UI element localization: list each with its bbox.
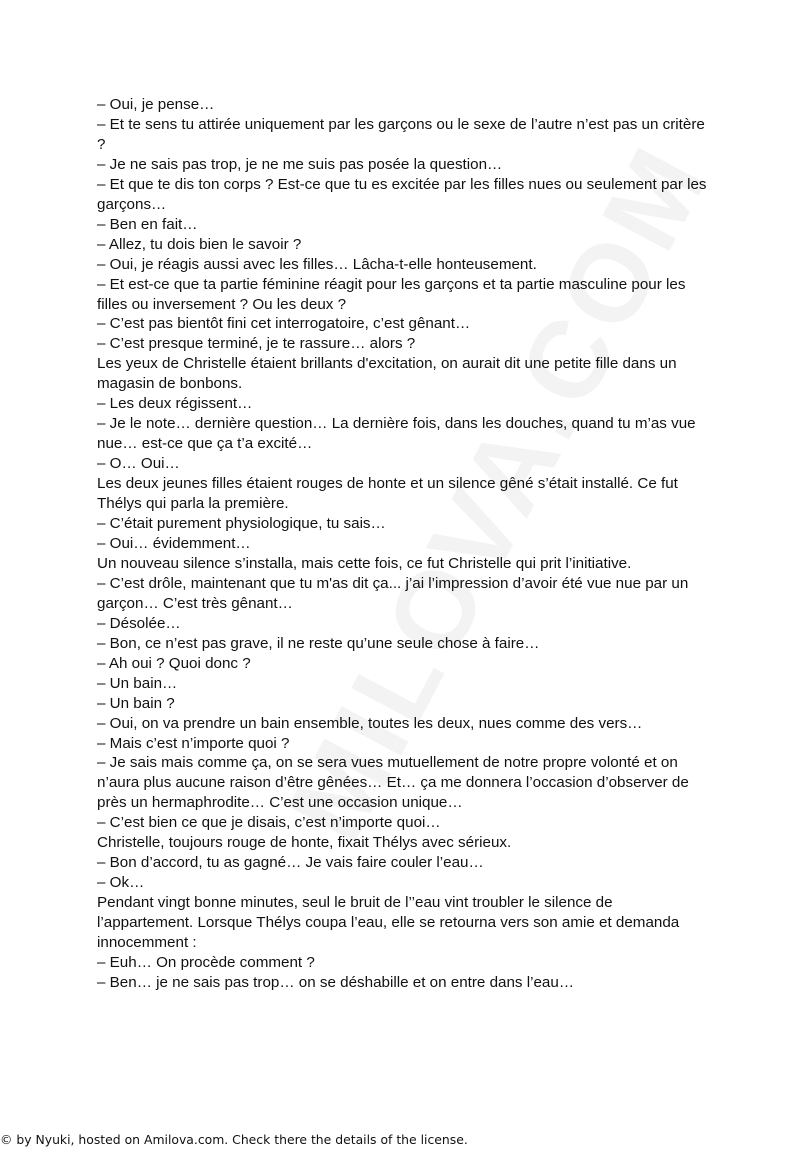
paragraph: – Mais c’est n’importe quoi ?	[97, 734, 290, 752]
paragraph: – Un bain ?	[97, 694, 175, 712]
story-text	[97, 95, 707, 993]
paragraph: Les yeux de Christelle étaient brillants d'excitation, on aurait dit une petite fille dans un magasin de bonbons.	[97, 355, 677, 393]
paragraph: – Oui, je pense…	[97, 96, 215, 113]
paragraph: – Oui… évidemment…	[97, 534, 251, 552]
paragraph: – Et te sens tu attirée uniquement par les garçons ou le sexe de l’autre n’est pas un critère ?	[97, 115, 705, 153]
paragraph: – Ah oui ? Quoi donc ?	[97, 654, 251, 672]
paragraph: – Ben… je ne sais pas trop… on se déshabille et on entre dans l’eau…	[97, 973, 575, 991]
paragraph: – Je sais mais comme ça, on se sera vues mutuellement de notre propre volonté et on n’aura plus aucune raison d’être gênées… Et… ça me donnera l’occasion d’observer de près un hermaphrodite… C’est une occasion unique…	[97, 754, 689, 812]
paragraph: – C’est pas bientôt fini cet interrogatoire, c’est gênant…	[97, 315, 471, 333]
paragraph: Un nouveau silence s’installa, mais cette fois, ce fut Christelle qui prit l’initiative.	[97, 554, 632, 572]
license-footer: © by Nyuki, hosted on Amilova.com. Check there the details of the license.	[0, 1132, 468, 1147]
paragraph: – Désolée…	[97, 614, 181, 632]
paragraph: – Allez, tu dois bien le savoir ?	[97, 235, 302, 253]
paragraph: – Ok…	[97, 874, 145, 892]
paragraph: – Et est-ce que ta partie féminine réagit pour les garçons et ta partie masculine pour les filles ou inversement ? Ou les deux ?	[97, 275, 686, 313]
paragraph: – Les deux régissent…	[97, 395, 253, 413]
paragraph: Christelle, toujours rouge de honte, fixait Thélys avec sérieux.	[97, 834, 512, 852]
paragraph: – Je ne sais pas trop, je ne me suis pas posée la question…	[97, 155, 503, 173]
paragraph: – Ben en fait…	[97, 215, 198, 233]
paragraph: – Bon, ce n’est pas grave, il ne reste qu’une seule chose à faire…	[97, 634, 540, 652]
paragraph: Pendant vingt bonne minutes, seul le bruit de l’’eau vint troubler le silence de l’appartement. Lorsque Thélys coupa l’eau, elle se retourna vers son amie et demanda innocemment :	[97, 894, 680, 952]
paragraph: – O… Oui…	[97, 455, 180, 473]
paragraph: – C’était purement physiologique, tu sais…	[97, 515, 386, 533]
paragraph: – C’est presque terminé, je te rassure… alors ?	[97, 335, 416, 353]
paragraph: – Et que te dis ton corps ? Est-ce que tu es excitée par les filles nues ou seulement par les garçons…	[97, 175, 707, 213]
paragraph: – C’est bien ce que je disais, c’est n’importe quoi…	[97, 814, 441, 832]
paragraph: Les deux jeunes filles étaient rouges de honte et un silence gêné s’était installé. Ce fut Thélys qui parla la première.	[97, 475, 678, 513]
paragraph: – C’est drôle, maintenant que tu m'as dit ça... j’ai l’impression d’avoir été vue nue par un garçon… C’est très gênant…	[97, 574, 689, 612]
paragraph: – Oui, on va prendre un bain ensemble, toutes les deux, nues comme des vers…	[97, 714, 643, 732]
paragraph: – Oui, je réagis aussi avec les filles… Lâcha-t-elle honteusement.	[97, 255, 537, 273]
paragraph: – Un bain…	[97, 674, 178, 692]
paragraph: – Bon d’accord, tu as gagné… Je vais faire couler l’eau…	[97, 854, 484, 872]
paragraph: – Je le note… dernière question… La dernière fois, dans les douches, quand tu m’as vue nue… est-ce que ça t’a excité…	[97, 415, 696, 453]
paragraph: – Euh… On procède comment ?	[97, 953, 315, 971]
